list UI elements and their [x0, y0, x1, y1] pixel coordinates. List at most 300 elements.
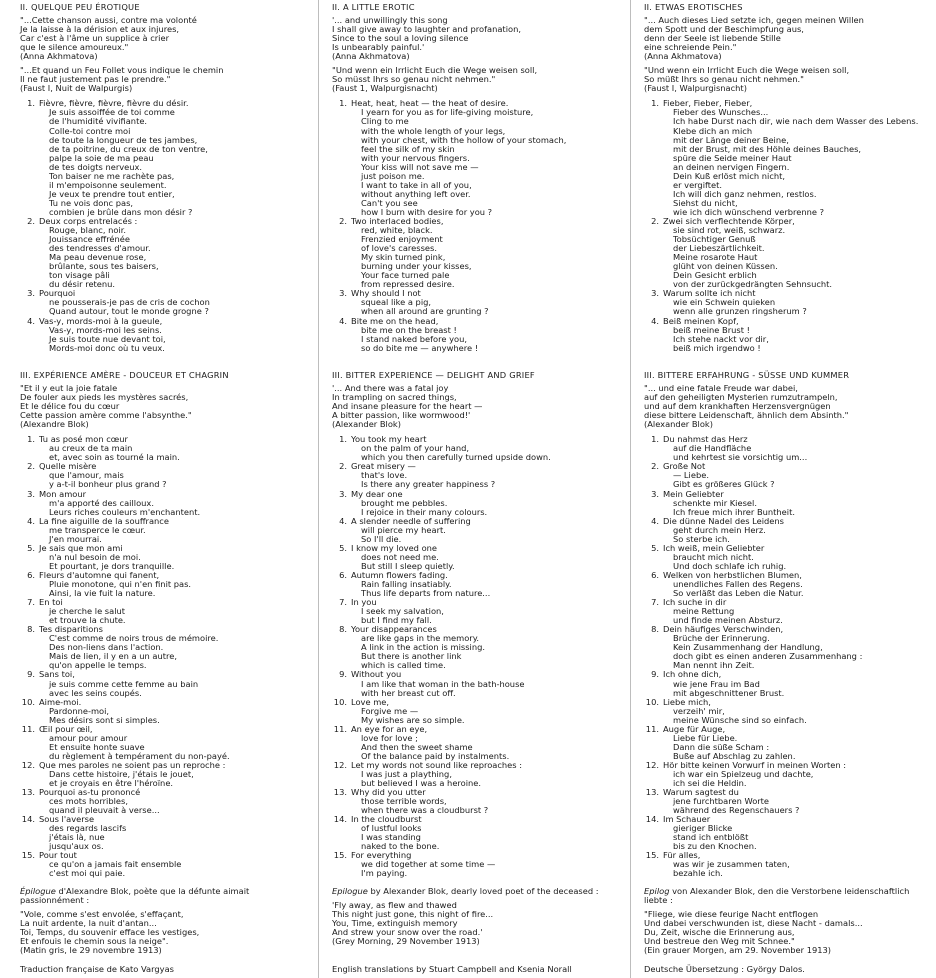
poem-line: et, avec soin as tourné la main. [49, 452, 180, 463]
stanza-lines [663, 725, 934, 761]
poem-line: Fieber, Fieber, Fieber, [663, 98, 753, 109]
poem-line: Vas-y, mords-moi les seins. [49, 324, 162, 335]
stanza-lines [39, 217, 310, 289]
stanza-lines [351, 851, 622, 878]
stanza-number: 12. [333, 759, 347, 770]
stanza-lines [351, 99, 622, 217]
stanza-lines [351, 815, 622, 851]
poem-line: wenn alle grunzen ringsherum ? [673, 306, 807, 317]
poem-line: Can't you see [361, 197, 418, 208]
epilogue-line: You, Time, extinguish memory [332, 917, 458, 928]
poem-line: Why should I not [351, 288, 421, 299]
poem-stanza [20, 99, 310, 217]
poem-line: Je suis assoiffée de toi comme [49, 107, 175, 118]
poem-line: Ma peau devenue rose, [49, 252, 147, 263]
epilogue-attribution: von Alexander Blok, den die Verstorbene leidenschaftlich liebte : [644, 885, 910, 905]
epigraph [332, 384, 622, 429]
epigraph-line: In trampling on sacred things, [332, 392, 457, 403]
poem-line: when all around are grunting ? [361, 306, 489, 317]
poem-line: geht durch mein Herz. [673, 524, 766, 535]
poem-stanza [20, 217, 310, 289]
stanza-lines [663, 317, 934, 353]
epigraph-line: Is unbearably painful.' [332, 42, 425, 53]
section-heading: II. ETWAS EROTISCHES [644, 2, 743, 12]
epilogue-line: This night just gone, this night of fire... [332, 908, 494, 919]
stanza-number: 6. [339, 569, 347, 580]
epilogue-intro [332, 887, 622, 896]
poem-line: des tendresses d'amour. [49, 243, 151, 254]
stanza-lines [351, 289, 622, 316]
poem-stanza [332, 435, 622, 462]
stanza-number: 1. [339, 98, 347, 109]
section-iii [20, 371, 310, 955]
poem-line: which is called time. [361, 660, 446, 671]
stanza-number: 8. [339, 624, 347, 635]
section-heading: III. BITTERE ERFAHRUNG - SÜSSE UND KUMMER [644, 370, 850, 380]
poem-line: I was just a plaything, [361, 768, 452, 779]
epigraph [332, 16, 622, 61]
poem-line: Your disappearances [351, 624, 437, 635]
poem-line: so do bite me — anywhere ! [361, 342, 479, 353]
poem-line: — Liebe. [673, 470, 709, 481]
section-ii [644, 3, 934, 353]
poem-line: m'a apporté des cailloux. [49, 497, 154, 508]
poem-line: ich sei die Heldin. [673, 778, 747, 789]
stanza-number: 13. [333, 787, 347, 798]
column-french [20, 0, 310, 978]
poem-line: Frenzied enjoyment [361, 234, 443, 245]
stanza-lines [39, 544, 310, 571]
poem-line: Cling to me [361, 116, 409, 127]
poem-line: je suis comme cette femme au bain [49, 678, 199, 689]
poem-line: doch gibt es einen anderen Zusammenhang : [673, 651, 863, 662]
stanza-number: 10. [333, 696, 347, 707]
epilogue-line: "Vole, comme s'est envolée, s'effaçant, [20, 908, 184, 919]
translation-credit: Deutsche Übersetzung : György Dalos. [644, 963, 805, 974]
poem-stanza [20, 571, 310, 598]
poem-stanza [644, 217, 934, 289]
stanza-number: 15. [645, 850, 659, 861]
poem-stanza [332, 317, 622, 353]
poem-line: Mes désirs sont si simples. [49, 714, 160, 725]
poem-line: Je veux te prendre tout entier, [49, 188, 175, 199]
epilogue-line: "Fliege, wie diese feurige Nacht entflogen [644, 908, 819, 919]
poem-line: red, white, black. [361, 225, 433, 236]
stanza-lines [39, 725, 310, 761]
poem-line: A link in the action is missing. [361, 642, 486, 653]
epigraph [20, 66, 310, 93]
poem-line: are like gaps in the memory. [361, 633, 480, 644]
poem-line: I seek my salvation, [361, 606, 444, 617]
epigraph-line: Since to the soul a loving silence [332, 33, 469, 44]
poem-line: Ich habe Durst nach dir, wie nach dem Wasser des Lebens. [673, 116, 919, 127]
poem-list [332, 435, 622, 878]
epigraph-line: So müsst Ihrs so genau nicht nehmen." [332, 74, 496, 85]
stanza-lines [39, 670, 310, 697]
epigraph-line: (Anna Akhmatova) [332, 51, 410, 62]
stanza-number: 13. [645, 787, 659, 798]
poem-stanza [644, 289, 934, 316]
poem-list [332, 99, 622, 352]
epigraph-line: A bitter passion, like wormwood!' [332, 410, 471, 421]
epigraph-line: (Faust 1, Walpurgisnacht) [332, 83, 438, 94]
stanza-lines [351, 788, 622, 815]
stanza-number: 11. [645, 723, 659, 734]
poem-line: beiß meine Brust ! [673, 324, 750, 335]
poem-line: Quelle misère [39, 461, 97, 472]
stanza-lines [663, 99, 934, 217]
poem-line: brought me pebbles. [361, 497, 448, 508]
poem-line: burning under your kisses, [361, 261, 472, 272]
poem-stanza [332, 517, 622, 544]
poem-stanza [644, 544, 934, 571]
poem-line: La fine aiguille de la souffrance [39, 515, 169, 526]
poem-line: Without you [351, 669, 402, 680]
epigraph-line: '... And there was a fatal joy [332, 383, 449, 393]
stanza-number: 4. [27, 315, 35, 326]
stanza-number: 4. [651, 515, 659, 526]
poem-list [20, 435, 310, 878]
epigraph-line: (Anna Akhmatova) [20, 51, 98, 62]
stanza-lines [39, 788, 310, 815]
poem-line: of love's caresses. [361, 243, 437, 254]
poem-stanza [644, 99, 934, 217]
epilogue-label: Epilog [644, 885, 670, 896]
section-iii [644, 371, 934, 955]
stanza-lines [39, 625, 310, 670]
stanza-lines [663, 217, 934, 289]
poem-line: was wir je zusammen taten, [673, 859, 790, 870]
poem-line: j'étais là, nue [49, 832, 105, 843]
stanza-lines [39, 490, 310, 517]
poem-line: y a-t-il bonheur plus grand ? [49, 479, 167, 490]
poem-line: Fieber des Wunsches... [673, 107, 769, 118]
epilogue-quote [20, 910, 310, 955]
poem-line: Meine rosarote Haut [673, 252, 758, 263]
poem-line: Gibt es größeres Glück ? [673, 479, 775, 490]
poem-stanza [332, 289, 622, 316]
epigraph-line: (Alexander Blok) [644, 419, 713, 430]
poem-line: unendliches Fallen des Regens. [673, 578, 803, 589]
section-heading: III. EXPÉRIENCE AMÈRE - DOUCEUR ET CHAGRIN [20, 370, 229, 380]
epilogue-quote [332, 901, 622, 946]
poem-line: au creux de ta main [49, 443, 133, 454]
stanza-number: 4. [339, 315, 347, 326]
poem-line: Dans cette histoire, j'étais le jouet, [49, 768, 194, 779]
stanza-number: 3. [27, 488, 35, 499]
poem-line: Bite me on the head, [351, 315, 439, 326]
poem-stanza [20, 462, 310, 489]
poem-line: Œil pour œil, [39, 723, 93, 734]
epigraph-line: De fouler aux pieds les mystères sacrés, [20, 392, 189, 403]
poem-line: Fièvre, fièvre, fièvre, fièvre du désir. [39, 98, 189, 109]
poem-line: of lustful looks [361, 823, 422, 834]
poem-stanza [20, 544, 310, 571]
stanza-lines [39, 815, 310, 851]
epilogue-line: Du, Zeit, wische die Erinnerung aus, [644, 926, 795, 937]
poem-stanza [332, 725, 622, 761]
stanza-number: 4. [27, 515, 35, 526]
poem-line: Große Not [663, 461, 706, 472]
section-heading: III. BITTER EXPERIENCE — DELIGHT AND GRIEF [332, 370, 535, 380]
poem-line: Is there any greater happiness ? [361, 479, 496, 490]
epilogue-line: And strew your snow over the road.' [332, 926, 483, 937]
poem-line: In you [351, 597, 377, 608]
epilogue-intro [644, 887, 934, 905]
poem-line: Dann die süße Scham : [673, 741, 770, 752]
stanza-number: 8. [651, 624, 659, 635]
poem-line: bite me on the breast ! [361, 324, 457, 335]
poem-line: und finde meinen Absturz. [673, 615, 783, 626]
poem-line: me transperce le cœur. [49, 524, 146, 535]
poem-stanza [332, 217, 622, 289]
poem-stanza [644, 490, 934, 517]
epigraph-line: "... und eine fatale Freude war dabei, [644, 383, 798, 393]
poem-line: with the whole length of your legs, [361, 125, 506, 136]
poem-line: Deux corps entrelacés : [39, 215, 138, 226]
poem-line: Leurs riches couleurs m'enchantent. [49, 506, 201, 517]
epilogue-attribution: by Alexander Blok, dearly loved poet of the deceased : [367, 885, 599, 896]
epigraph-line: auf den geheiligten Mysterien rumzutrampeln, [644, 392, 838, 403]
poem-line: that's love. [361, 470, 408, 481]
stanza-number: 3. [651, 288, 659, 299]
poem-stanza [20, 317, 310, 353]
poem-line: Et ensuite honte suave [49, 741, 145, 752]
poem-line: Aime-moi. [39, 696, 82, 707]
stanza-number: 2. [27, 461, 35, 472]
stanza-lines [39, 289, 310, 316]
poem-line: Et pourtant, je dors tranquille. [49, 560, 175, 571]
epigraph-line: diese bittere Leidenschaft, ähnlich dem Absinth." [644, 410, 849, 421]
epilogue-quote [644, 910, 934, 955]
epilogue-label: Epilogue [332, 885, 368, 896]
stanza-number: 7. [339, 597, 347, 608]
poem-line: c'est moi qui paie. [49, 868, 126, 879]
stanza-lines [663, 517, 934, 544]
poem-line: You took my heart [351, 434, 427, 445]
epigraph-line: Je la laisse à la dérision et aux injures, [20, 24, 180, 35]
stanza-number: 15. [21, 850, 35, 861]
poem-line: I stand naked before you, [361, 333, 467, 344]
stanza-lines [663, 670, 934, 697]
poem-line: Du nahmst das Herz [663, 434, 748, 445]
poem-line: Mein Geliebter [663, 488, 724, 499]
poem-line: So verläßt das Leben die Natur. [673, 588, 804, 599]
stanza-lines [351, 571, 622, 598]
poem-line: Welken von herbstlichen Blumen, [663, 569, 802, 580]
stanza-lines [351, 435, 622, 462]
poem-line: jusqu'aux os. [49, 841, 104, 852]
epilogue-attribution: d'Alexandre Blok, poète que la défunte aimait passionnément : [20, 885, 250, 905]
poem-line: love for love ; [361, 732, 418, 743]
poem-line: Liebe für Liebe. [673, 732, 738, 743]
stanza-number: 1. [339, 434, 347, 445]
poem-line: Brüche der Erinnerung. [673, 633, 770, 644]
stanza-number: 2. [339, 215, 347, 226]
poem-line: when there was a cloudburst ? [361, 805, 489, 816]
poem-line: Forgive me — [361, 705, 419, 716]
stanza-number: 6. [27, 569, 35, 580]
poem-line: without anything left over. [361, 188, 471, 199]
poem-line: Liebe mich, [663, 696, 711, 707]
epilogue-intro [20, 887, 310, 905]
poem-line: but I find my fall. [361, 615, 432, 626]
poem-stanza [332, 544, 622, 571]
section-ii [332, 3, 622, 353]
poem-line: will pierce my heart. [361, 524, 446, 535]
poem-line: My skin turned pink, [361, 252, 446, 263]
poem-line: I want to take in all of you, [361, 179, 472, 190]
poem-line: quand il pleuvait à verse... [49, 805, 160, 816]
stanza-number: 1. [27, 434, 35, 445]
stanza-number: 3. [339, 288, 347, 299]
stanza-number: 11. [21, 723, 35, 734]
poem-stanza [20, 625, 310, 670]
stanza-lines [351, 725, 622, 761]
poem-line: So sterbe ich. [673, 533, 730, 544]
poem-line: But still I sleep quietly. [361, 560, 455, 571]
poem-line: auf die Handfläche [673, 443, 752, 454]
poem-line: Des non-liens dans l'action. [49, 642, 164, 653]
poem-stanza [332, 788, 622, 815]
poem-line: Ainsi, la vie fuit la nature. [49, 588, 156, 599]
poem-line: der Liebeszärtlichkeit. [673, 243, 765, 254]
stanza-number: 12. [21, 759, 35, 770]
poem-stanza [644, 815, 934, 851]
poem-line: combien je brûle dans mon désir ? [49, 206, 193, 217]
poem-line: Dein Gesicht erblich [673, 270, 757, 281]
poem-line: Great misery — [351, 461, 416, 472]
stanza-number: 12. [645, 759, 659, 770]
epigraph-line: Il ne faut justement pas le prendre." [20, 74, 171, 85]
epigraph-line: (Alexandre Blok) [20, 419, 89, 430]
stanza-lines [663, 462, 934, 489]
poem-stanza [644, 698, 934, 725]
poem-line: with your nervous fingers. [361, 152, 470, 163]
stanza-number: 1. [651, 434, 659, 445]
stanza-lines [663, 435, 934, 462]
stanza-lines [663, 851, 934, 878]
poem-line: I yearn for you as for life-giving moisture, [361, 107, 534, 118]
epigraph-line: And insane pleasure for the heart — [332, 401, 483, 412]
poem-line: Tobsüchtiger Genuß [673, 234, 756, 245]
stanza-number: 10. [645, 696, 659, 707]
poem-stanza [644, 435, 934, 462]
epigraph-line: I shall give away to laughter and profanation, [332, 24, 521, 35]
stanza-lines [663, 761, 934, 788]
column-english [332, 0, 622, 978]
poem-line: Tes disparitions [39, 624, 103, 635]
epigraph-line: (Alexander Blok) [332, 419, 401, 430]
stanza-lines [663, 490, 934, 517]
poem-line: mit der Brust, mit des Höhle deines Bauches, [673, 143, 862, 154]
epilogue-line: Und bestreue den Weg mit Schnee." [644, 935, 795, 946]
poem-line: Ich freue mich ihrer Buntheit. [673, 506, 795, 517]
poem-line: I am like that woman in the bath-house [361, 678, 525, 689]
poem-line: Pour tout [39, 850, 77, 861]
translation-credit: English translations by Stuart Campbell and Ksenia Norall [332, 963, 572, 974]
poem-stanza [644, 788, 934, 815]
poem-line: an deinen nervigen Fingern. [673, 161, 790, 172]
poem-line: A slender needle of suffering [351, 515, 471, 526]
epigraph-line: que le silence amoureux." [20, 42, 129, 53]
stanza-lines [663, 571, 934, 598]
stanza-number: 4. [339, 515, 347, 526]
poem-line: Beiß meinen Kopf, [663, 315, 739, 326]
stanza-lines [351, 462, 622, 489]
poem-line: on the palm of your hand, [361, 443, 470, 454]
poem-line: I rejoice in their many colours. [361, 506, 488, 517]
poem-line: Ton baiser ne me rachète pas, [49, 170, 175, 181]
poem-line: Je sais que mon ami [39, 542, 123, 553]
poem-line: So I'll die. [361, 533, 402, 544]
column-german [644, 0, 934, 978]
epigraph-line: "... Auch dieses Lied setzte ich, gegen meinen Willen [644, 15, 864, 25]
stanza-lines [663, 698, 934, 725]
stanza-lines [663, 625, 934, 670]
stanza-number: 7. [27, 597, 35, 608]
translation-credit: Traduction française de Kato Vargyas [20, 963, 174, 974]
poem-line: My dear one [351, 488, 403, 499]
stanza-number: 15. [333, 850, 347, 861]
poem-line: Why did you utter [351, 787, 426, 798]
poem-line: glüht von deinen Küssen. [673, 261, 778, 272]
epilogue-line: Und dabei verschwunden ist, diese Nacht - damals... [644, 917, 863, 928]
poem-line: wie jene Frau im Bad [673, 678, 760, 689]
poem-line: ich war ein Spielzeug und dachte, [673, 768, 814, 779]
stanza-lines [351, 625, 622, 670]
poem-line: während des Regenschauers ? [673, 805, 800, 816]
epigraph-line: dem Spott und der Beschimpfung aus, [644, 24, 804, 35]
poem-line: An eye for an eye, [351, 723, 428, 734]
stanza-lines [39, 571, 310, 598]
stanza-number: 2. [651, 461, 659, 472]
epigraph [644, 384, 934, 429]
poem-line: Jouissance effrénée [49, 234, 130, 245]
poem-stanza [332, 761, 622, 788]
poem-line: schenkte mir Kiesel. [673, 497, 757, 508]
poem-line: Of the balance paid by instalments. [361, 750, 510, 761]
epilogue-line: Toi, Temps, du souvenir efface les vestiges, [20, 926, 200, 937]
epigraph-line: So müßt Ihrs so genau nicht nehmen." [644, 74, 804, 85]
stanza-lines [351, 670, 622, 697]
poem-line: Fleurs d'automne qui fanent, [39, 569, 160, 580]
epigraph-line: (Anna Akhmatova) [644, 51, 722, 62]
stanza-number: 11. [333, 723, 347, 734]
poem-line: Auge für Auge, [663, 723, 726, 734]
stanza-number: 14. [21, 814, 35, 825]
poem-stanza [20, 851, 310, 878]
poem-line: with your chest, with the hollow of your stomach, [361, 134, 567, 145]
poem-line: sie sind rot, weiß, schwarz. [673, 225, 786, 236]
stanza-lines [351, 544, 622, 571]
poem-line: meine Rettung [673, 606, 735, 617]
stanza-number: 2. [27, 215, 35, 226]
poem-line: Zwei sich verflechtende Körper, [663, 215, 795, 226]
stanza-lines [39, 517, 310, 544]
poem-line: palpe la soie de ma peau [49, 152, 154, 163]
poem-line: amour pour amour [49, 732, 128, 743]
poem-stanza [332, 462, 622, 489]
poem-line: du règlement à tempérament du non-payé. [49, 750, 230, 761]
poem-line: with her breast cut off. [361, 687, 456, 698]
stanza-lines [39, 851, 310, 878]
poem-line: er vergiftet. [673, 179, 723, 190]
poem-line: et je croyais en être l'héroïne. [49, 778, 174, 789]
poem-line: wie ich dich wünschend verbrenne ? [673, 206, 825, 217]
poem-line: beiß mich irgendwo ! [673, 342, 761, 353]
poem-line: Ich weiß, mein Geliebter [663, 542, 765, 553]
